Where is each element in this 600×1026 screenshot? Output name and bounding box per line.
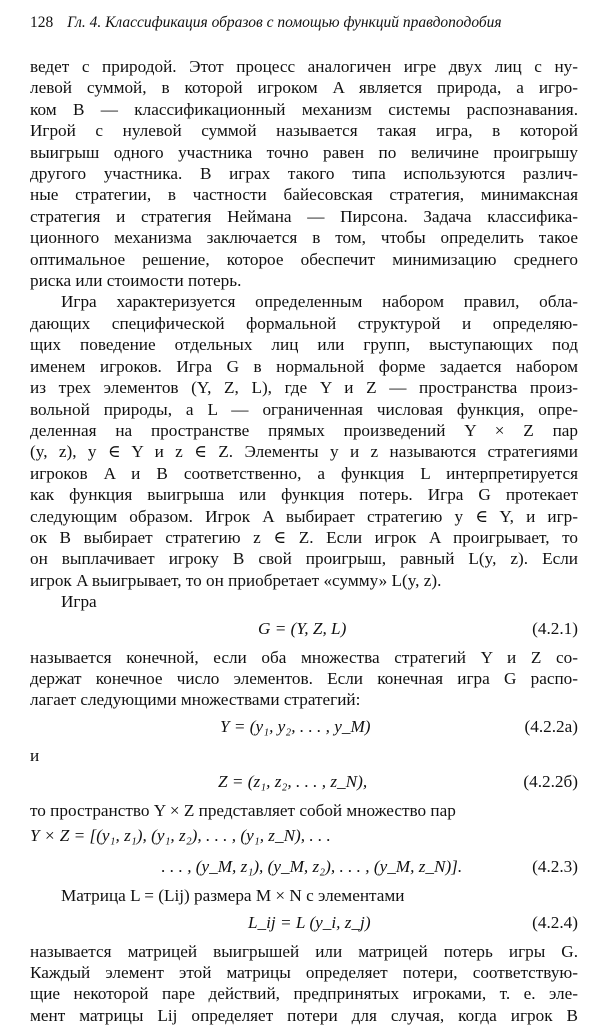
text-line: держат конечное число элементов. Если конечная игра G распо- bbox=[30, 668, 578, 688]
running-title: Гл. 4. Классификация образов с помощью функций правдоподобия bbox=[67, 14, 502, 31]
text-line: ок B выбирает стратегию z ∈ Z. Если игрок A проигрывает, то bbox=[30, 527, 578, 547]
equation-number: (4.2.1) bbox=[532, 618, 578, 638]
equation-4-2-3-line1: Y × Z = [(y₁, z₁), (y₁, z₂), . . . , (y₁, z_N), . . . bbox=[30, 826, 331, 846]
text-line: следующим образом. Игрок A выбирает стратегию y ∈ Y, и игр- bbox=[30, 506, 578, 526]
equation-number: (4.2.2б) bbox=[523, 772, 578, 792]
text-line: ведет с природой. Этот процесс аналогичен игре двух лиц с ну- bbox=[30, 57, 578, 76]
text-line: лагает следующими множествами стратегий: bbox=[30, 690, 361, 710]
body-text bbox=[30, 56, 578, 1026]
text-line: другого участника. В играх такого типа используются различ- bbox=[30, 164, 578, 184]
text-line: левой суммой, в которой игроком A является природа, а игро- bbox=[30, 78, 578, 98]
text-line: щие некоторой паре действий, предпринятых игроками, т. е. эле- bbox=[30, 984, 578, 1004]
page-number: 128 bbox=[30, 14, 54, 31]
text-line: оптимальное решение, которое обеспечит минимизацию среднего bbox=[30, 249, 578, 269]
text-line: ционного механизма заключается в том, чтобы определить такое bbox=[30, 228, 578, 248]
equation-formula: G = (Y, Z, L) bbox=[258, 618, 347, 638]
text-line: выигрыш одного участника точно равен по величине проигрышу bbox=[30, 142, 578, 162]
equation-number: (4.2.3) bbox=[532, 857, 578, 877]
text-line: Каждый элемент этой матрицы определяет потери, соответствую- bbox=[30, 963, 578, 982]
text-line: Игра bbox=[61, 592, 97, 612]
text-line: мент матрицы Lij определяет потери для случая, когда игрок B bbox=[30, 1005, 578, 1025]
text-line: игрок A выигрывает, то он приобретает «сумму» L(y, z). bbox=[30, 570, 442, 590]
text-line: то пространство Y × Z представляет собой множество пар bbox=[30, 800, 456, 820]
text-line: игроков A и B соответственно, а функция L интерпретируется bbox=[30, 463, 578, 483]
text-line: ные стратегии, в частности байесовская стратегия, минимаксная bbox=[30, 185, 578, 205]
text-line: Игрой с нулевой суммой называется такая игра, в которой bbox=[30, 121, 578, 141]
running-header bbox=[30, 14, 578, 32]
equation-4-2-1 bbox=[30, 617, 578, 641]
text-line: называется конечной, если оба множества стратегий Y и Z со- bbox=[30, 647, 578, 667]
equation-formula: Z = (z₁, z₂, . . . , z_N), bbox=[218, 772, 368, 792]
text-line: из трех элементов (Y, Z, L), где Y и Z — пространства произ- bbox=[30, 378, 578, 398]
equation-number: (4.2.4) bbox=[532, 912, 578, 932]
equation-4-2-2b bbox=[30, 770, 578, 794]
text-line: риска или стоимости потерь. bbox=[30, 271, 242, 291]
text-line: как функция выигрыша или функция потерь. Игра G протекает bbox=[30, 485, 578, 505]
text-line: Игра характеризуется определенным набором правил, обла- bbox=[61, 292, 578, 312]
equation-formula: Y = (y₁, y₂, . . . , y_M) bbox=[220, 717, 371, 737]
text-line: он выплачивает игроку B свой проигрыш, равный L(y, z). Если bbox=[30, 549, 578, 569]
text-line: стратегия и стратегия Неймана — Пирсона. Задача классифика- bbox=[30, 206, 578, 226]
text-line: деленная на пространстве прямых произведений Y × Z пар bbox=[30, 420, 578, 440]
text-line: ком B — классификационный механизм системы распознавания. bbox=[30, 99, 578, 119]
text-line: называется матрицей выигрышей или матрицей потерь игры G. bbox=[30, 941, 578, 961]
text-line: именем игроков. Игра G в нормальной форме задается набором bbox=[30, 356, 578, 376]
equation-formula: L_ij = L (y_i, z_j) bbox=[248, 912, 371, 932]
equation-number: (4.2.2а) bbox=[524, 717, 578, 737]
text-line: вольной природы, а L — ограниченная числовая функция, опре- bbox=[30, 399, 578, 419]
equation-4-2-3-line2 bbox=[30, 855, 578, 879]
equation-4-2-2a bbox=[30, 715, 578, 739]
text-line: Матрица L = (Lij) размера M × N с элементами bbox=[61, 886, 405, 906]
equation-4-2-4 bbox=[30, 911, 578, 935]
equation-formula: . . . , (y_M, z₁), (y_M, z₂), . . . , (y_M, z_N)]. bbox=[161, 857, 463, 877]
text-line: (y, z), y ∈ Y и z ∈ Z. Элементы y и z называются стратегиями bbox=[30, 442, 578, 462]
text-line: и bbox=[30, 745, 40, 765]
text-line: дающих специфической формальной структурой и определяю- bbox=[30, 313, 578, 333]
text-line: щих поведение отдельных лиц или групп, выступающих под bbox=[30, 335, 578, 355]
